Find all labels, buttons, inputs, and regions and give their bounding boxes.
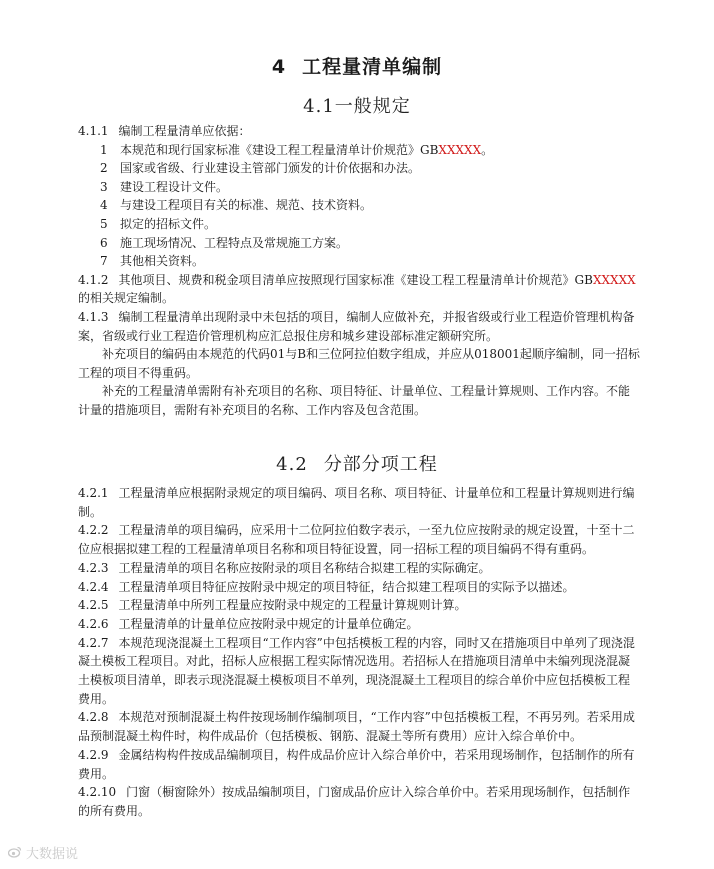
item-number: 2 — [100, 161, 108, 176]
clause-text: 编制工程量清单应依据： — [118, 124, 251, 138]
chapter-title: 工程量清单编制 — [302, 56, 443, 78]
clause-4-2-6: 4.2.6 工程量清单的计量单位应按附录中规定的计量单位确定。 — [78, 616, 419, 631]
clause-number: 4.1.1 — [78, 124, 109, 138]
clause-number: 4.2.7 — [78, 635, 109, 650]
section-4-1-body — [78, 122, 640, 420]
watermark-text: 大数据说 — [26, 847, 79, 862]
clause-4-2-4: 4.2.4 工程量清单项目特征应按附录中规定的项目特征，结合拟建工程项目的实际予以描述。 — [78, 579, 575, 594]
item-number: 1 — [100, 142, 108, 157]
clause-number: 4.2.10 — [78, 785, 117, 800]
section-4-2-body — [78, 484, 640, 821]
clause-4-1-2: 4.1.2 其他项目、规费和税金项目清单应按照现行国家标准《建设工程工程量清单计价规范》GBXXXXX的相关规定编制。 — [78, 272, 636, 306]
chapter-number: 4 — [271, 56, 287, 78]
clause-4-2-8: 4.2.8 本规范对预制混凝土构件按现场制作编制项目，“工作内容”中包括模板工程，不再另列。若采用成品预制混凝土构件时，构件成品价（包括模板、钢筋、混凝土等所有费用）应计入综合单价中。 — [78, 710, 635, 744]
paragraph: 补充的工程量清单需附有补充项目的名称、项目特征、计量单位、工程量计算规则、工作内容。不能计量的措施项目，需附有补充项目的名称、工作内容及包含范围。 — [78, 384, 631, 417]
section-heading-4-2 — [0, 450, 714, 476]
list-item: 1 本规范和现行国家标准《建设工程工程量清单计价规范》GBXXXXX。 — [78, 141, 640, 160]
list-item: 5 拟定的招标文件。 — [78, 215, 640, 234]
list-item: 6 施工现场情况、工程特点及常规施工方案。 — [78, 234, 640, 253]
list-item: 4 与建设工程项目有关的标准、规范、技术资料。 — [78, 196, 640, 215]
clause-4-2-1: 4.2.1 工程量清单应根据附录规定的项目编码、项目名称、项目特征、计量单位和工程量计算规则进行编制。 — [78, 486, 635, 519]
list-item: 7 其他相关资料。 — [78, 252, 640, 271]
item-number: 3 — [100, 179, 108, 194]
clause-4-2-7: 4.2.7 本规范现浇混凝土工程项目“工作内容”中包括模板工程的内容，同时又在措施项目中单列了现浇混凝土模板工程项目。对此，招标人应根据工程实际情况选用。若招标人在措施项目清单中未编列现浇混凝土模板项目清单，即表示现浇混凝土模板项目不单列，现浇混凝土工程项目的综合单价中应包括模板工程费用。 — [78, 635, 635, 706]
clause-number: 4.2.4 — [78, 579, 109, 594]
clause-4-2-9: 4.2.9 金属结构构件按成品编制项目，构件成品价应计入综合单价中，若采用现场制作，包括制作的所有费用。 — [78, 747, 635, 781]
item-number: 5 — [100, 216, 108, 231]
clause-4-1-3: 4.1.3 编制工程量清单出现附录中未包括的项目，编制人应做补充，并报省级或行业工程造价管理机构备案，省级或行业工程造价管理机构应汇总报住房和城乡建设部标准定额研究所。 — [78, 309, 635, 343]
clause-number: 4.2.3 — [78, 560, 109, 575]
clause-number: 4.1.2 — [78, 272, 109, 287]
weibo-logo-icon — [8, 846, 22, 862]
clause-4-1-1 — [78, 122, 640, 141]
clause-number: 4.2.6 — [78, 616, 109, 631]
clause-number: 4.2.5 — [78, 598, 109, 613]
placeholder-code: XXXXX — [592, 272, 636, 287]
paragraph: 补充项目的编码由本规范的代码01与B和三位阿拉伯数字组成，并应从018001起顺序编制，同一招标工程的项目不得重码。 — [78, 347, 640, 380]
clause-4-2-2: 4.2.2 工程量清单的项目编码，应采用十二位阿拉伯数字表示，一至九位应按附录的规定设置，十至十二位应根据拟建工程的工程量清单项目名称和项目特征设置，同一招标工程的项目编码不得有重码。 — [78, 523, 635, 557]
chapter-heading — [0, 52, 714, 79]
watermark — [8, 843, 78, 862]
item-number: 4 — [100, 198, 108, 213]
clause-number: 4.2.9 — [78, 747, 109, 762]
clause-4-2-5: 4.2.5 工程量清单中所列工程量应按附录中规定的工程量计算规则计算。 — [78, 598, 467, 613]
list-item: 3 建设工程设计文件。 — [78, 178, 640, 197]
clause-number: 4.2.1 — [78, 486, 109, 500]
clause-number: 4.2.8 — [78, 710, 109, 725]
section-heading-4-1: 4.1一般规定 — [303, 96, 411, 117]
item-number: 6 — [100, 235, 108, 250]
section-title: 分部分项工程 — [323, 454, 438, 475]
section-number: 4.2 — [276, 454, 308, 475]
clause-number: 4.2.2 — [78, 523, 109, 538]
placeholder-code: XXXXX — [438, 142, 482, 157]
item-number: 7 — [100, 254, 108, 269]
clause-4-2-3: 4.2.3 工程量清单的项目名称应按附录的项目名称结合拟建工程的实际确定。 — [78, 560, 491, 575]
clause-4-2-10: 4.2.10 门窗（橱窗除外）按成品编制项目，门窗成品价应计入综合单价中。若采用现场制作，包括制作的所有费用。 — [78, 785, 631, 818]
list-item: 2 国家或省级、行业建设主管部门颁发的计价依据和办法。 — [78, 159, 640, 178]
clause-number: 4.1.3 — [78, 309, 109, 324]
